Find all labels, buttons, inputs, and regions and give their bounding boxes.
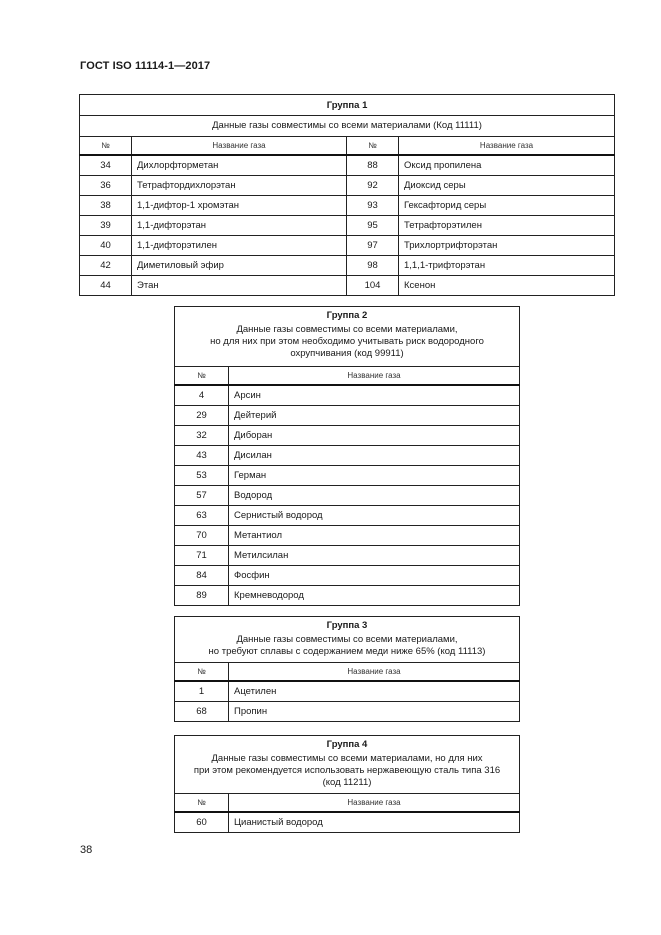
column-header-gas-name: Название газа: [399, 137, 615, 156]
gas-name: Тетрафтордихлорэтан: [132, 176, 347, 196]
gas-number: 4: [175, 385, 229, 406]
description-line: охрупчивания (код 99911): [290, 348, 404, 359]
gas-number: 88: [347, 155, 399, 176]
gas-name: Сернистый водород: [229, 506, 520, 526]
gas-number: 70: [175, 526, 229, 546]
gas-name: Дихлорфторметан: [132, 155, 347, 176]
description-line: но требуют сплавы с содержанием меди ниже 65% (код 11113): [208, 646, 486, 657]
table-row: [175, 426, 520, 446]
gas-name: Гексафторид серы: [399, 196, 615, 216]
gas-name: Диборан: [229, 426, 520, 446]
group-3-description: [175, 634, 520, 663]
description-line: Данные газы совместимы со всеми материалами,: [236, 324, 458, 335]
gas-name: Ксенон: [399, 276, 615, 296]
gas-number: 44: [80, 276, 132, 296]
description-line: Данные газы совместимы со всеми материалами,: [236, 634, 458, 645]
table-row: [175, 566, 520, 586]
gas-number: 36: [80, 176, 132, 196]
gas-number: 95: [347, 216, 399, 236]
gas-number: 68: [175, 702, 229, 722]
description-line: но для них при этом необходимо учитывать риск водородного: [210, 336, 484, 347]
gas-number: 63: [175, 506, 229, 526]
gas-number: 1: [175, 681, 229, 702]
gas-number: 89: [175, 586, 229, 606]
gas-number: 42: [80, 256, 132, 276]
page-number: 38: [80, 844, 93, 856]
table-row: [80, 236, 615, 256]
gas-name: Ацетилен: [229, 681, 520, 702]
gas-number: 57: [175, 486, 229, 506]
table-row: [175, 466, 520, 486]
gas-number: 53: [175, 466, 229, 486]
group-1-table: [79, 94, 615, 296]
column-header-gas-name: Название газа: [229, 663, 520, 682]
column-header-gas-name: Название газа: [229, 794, 520, 813]
gas-name: 1,1,1-трифторэтан: [399, 256, 615, 276]
gas-name: Тетрафторэтилен: [399, 216, 615, 236]
description-line: (код 11211): [322, 777, 372, 788]
column-header-number: №: [347, 137, 399, 156]
gas-number: 43: [175, 446, 229, 466]
gas-number: 71: [175, 546, 229, 566]
gas-name: Дисилан: [229, 446, 520, 466]
table-row: [80, 216, 615, 236]
gas-name: Трихлортрифторэтан: [399, 236, 615, 256]
column-header-gas-name: Название газа: [229, 367, 520, 386]
table-row: [175, 486, 520, 506]
table-row: [175, 446, 520, 466]
gas-number: 32: [175, 426, 229, 446]
group-3-table: [174, 616, 520, 722]
gas-name: 1,1-дифторэтан: [132, 216, 347, 236]
description-line: при этом рекомендуется использовать нержавеющую сталь типа 316: [193, 765, 501, 776]
gas-name: Дейтерий: [229, 406, 520, 426]
group-2-description: [175, 324, 520, 367]
gas-name: 1,1-дифтор-1 хромэтан: [132, 196, 347, 216]
group-2-table: [174, 306, 520, 606]
table-row: [175, 812, 520, 833]
gas-number: 84: [175, 566, 229, 586]
column-header-gas-name: Название газа: [132, 137, 347, 156]
gas-number: 34: [80, 155, 132, 176]
description-line: Данные газы совместимы со всеми материалами, но для них: [211, 753, 483, 764]
table-row: [175, 506, 520, 526]
table-row: [80, 276, 615, 296]
table-row: [175, 681, 520, 702]
gas-name: Диметиловый эфир: [132, 256, 347, 276]
table-row: [175, 385, 520, 406]
column-header-number: №: [80, 137, 132, 156]
gas-name: Арсин: [229, 385, 520, 406]
group-2-title: Группа 2: [175, 307, 520, 325]
table-row: [175, 406, 520, 426]
table-row: [175, 546, 520, 566]
table-row: [175, 586, 520, 606]
gas-name: Пропин: [229, 702, 520, 722]
group-4-table: [174, 735, 520, 833]
group-3-title: Группа 3: [175, 617, 520, 635]
table-row: [80, 176, 615, 196]
gas-name: Герман: [229, 466, 520, 486]
gas-name: Цианистый водород: [229, 812, 520, 833]
gas-number: 104: [347, 276, 399, 296]
gas-name: Диоксид серы: [399, 176, 615, 196]
gas-number: 92: [347, 176, 399, 196]
gas-number: 93: [347, 196, 399, 216]
table-row: [80, 196, 615, 216]
gas-name: Фосфин: [229, 566, 520, 586]
group-4-title: Группа 4: [175, 736, 520, 754]
column-header-number: №: [175, 663, 229, 682]
document-header: ГОСТ ISO 11114-1—2017: [80, 60, 211, 72]
column-header-number: №: [175, 367, 229, 386]
table-row: [175, 526, 520, 546]
gas-number: 60: [175, 812, 229, 833]
group-1-title: Группа 1: [80, 95, 615, 116]
gas-name: Водород: [229, 486, 520, 506]
gas-number: 39: [80, 216, 132, 236]
gas-number: 29: [175, 406, 229, 426]
gas-name: Метантиол: [229, 526, 520, 546]
table-row: [80, 155, 615, 176]
gas-number: 97: [347, 236, 399, 256]
gas-number: 98: [347, 256, 399, 276]
group-1-description: Данные газы совместимы со всеми материалами (Код 11111): [80, 116, 615, 137]
gas-name: Кремневодород: [229, 586, 520, 606]
group-4-description: [175, 753, 520, 794]
gas-name: Этан: [132, 276, 347, 296]
gas-number: 38: [80, 196, 132, 216]
gas-name: Оксид пропилена: [399, 155, 615, 176]
table-row: [175, 702, 520, 722]
column-header-number: №: [175, 794, 229, 813]
gas-number: 40: [80, 236, 132, 256]
gas-name: 1,1-дифторэтилен: [132, 236, 347, 256]
table-row: [80, 256, 615, 276]
gas-name: Метилсилан: [229, 546, 520, 566]
